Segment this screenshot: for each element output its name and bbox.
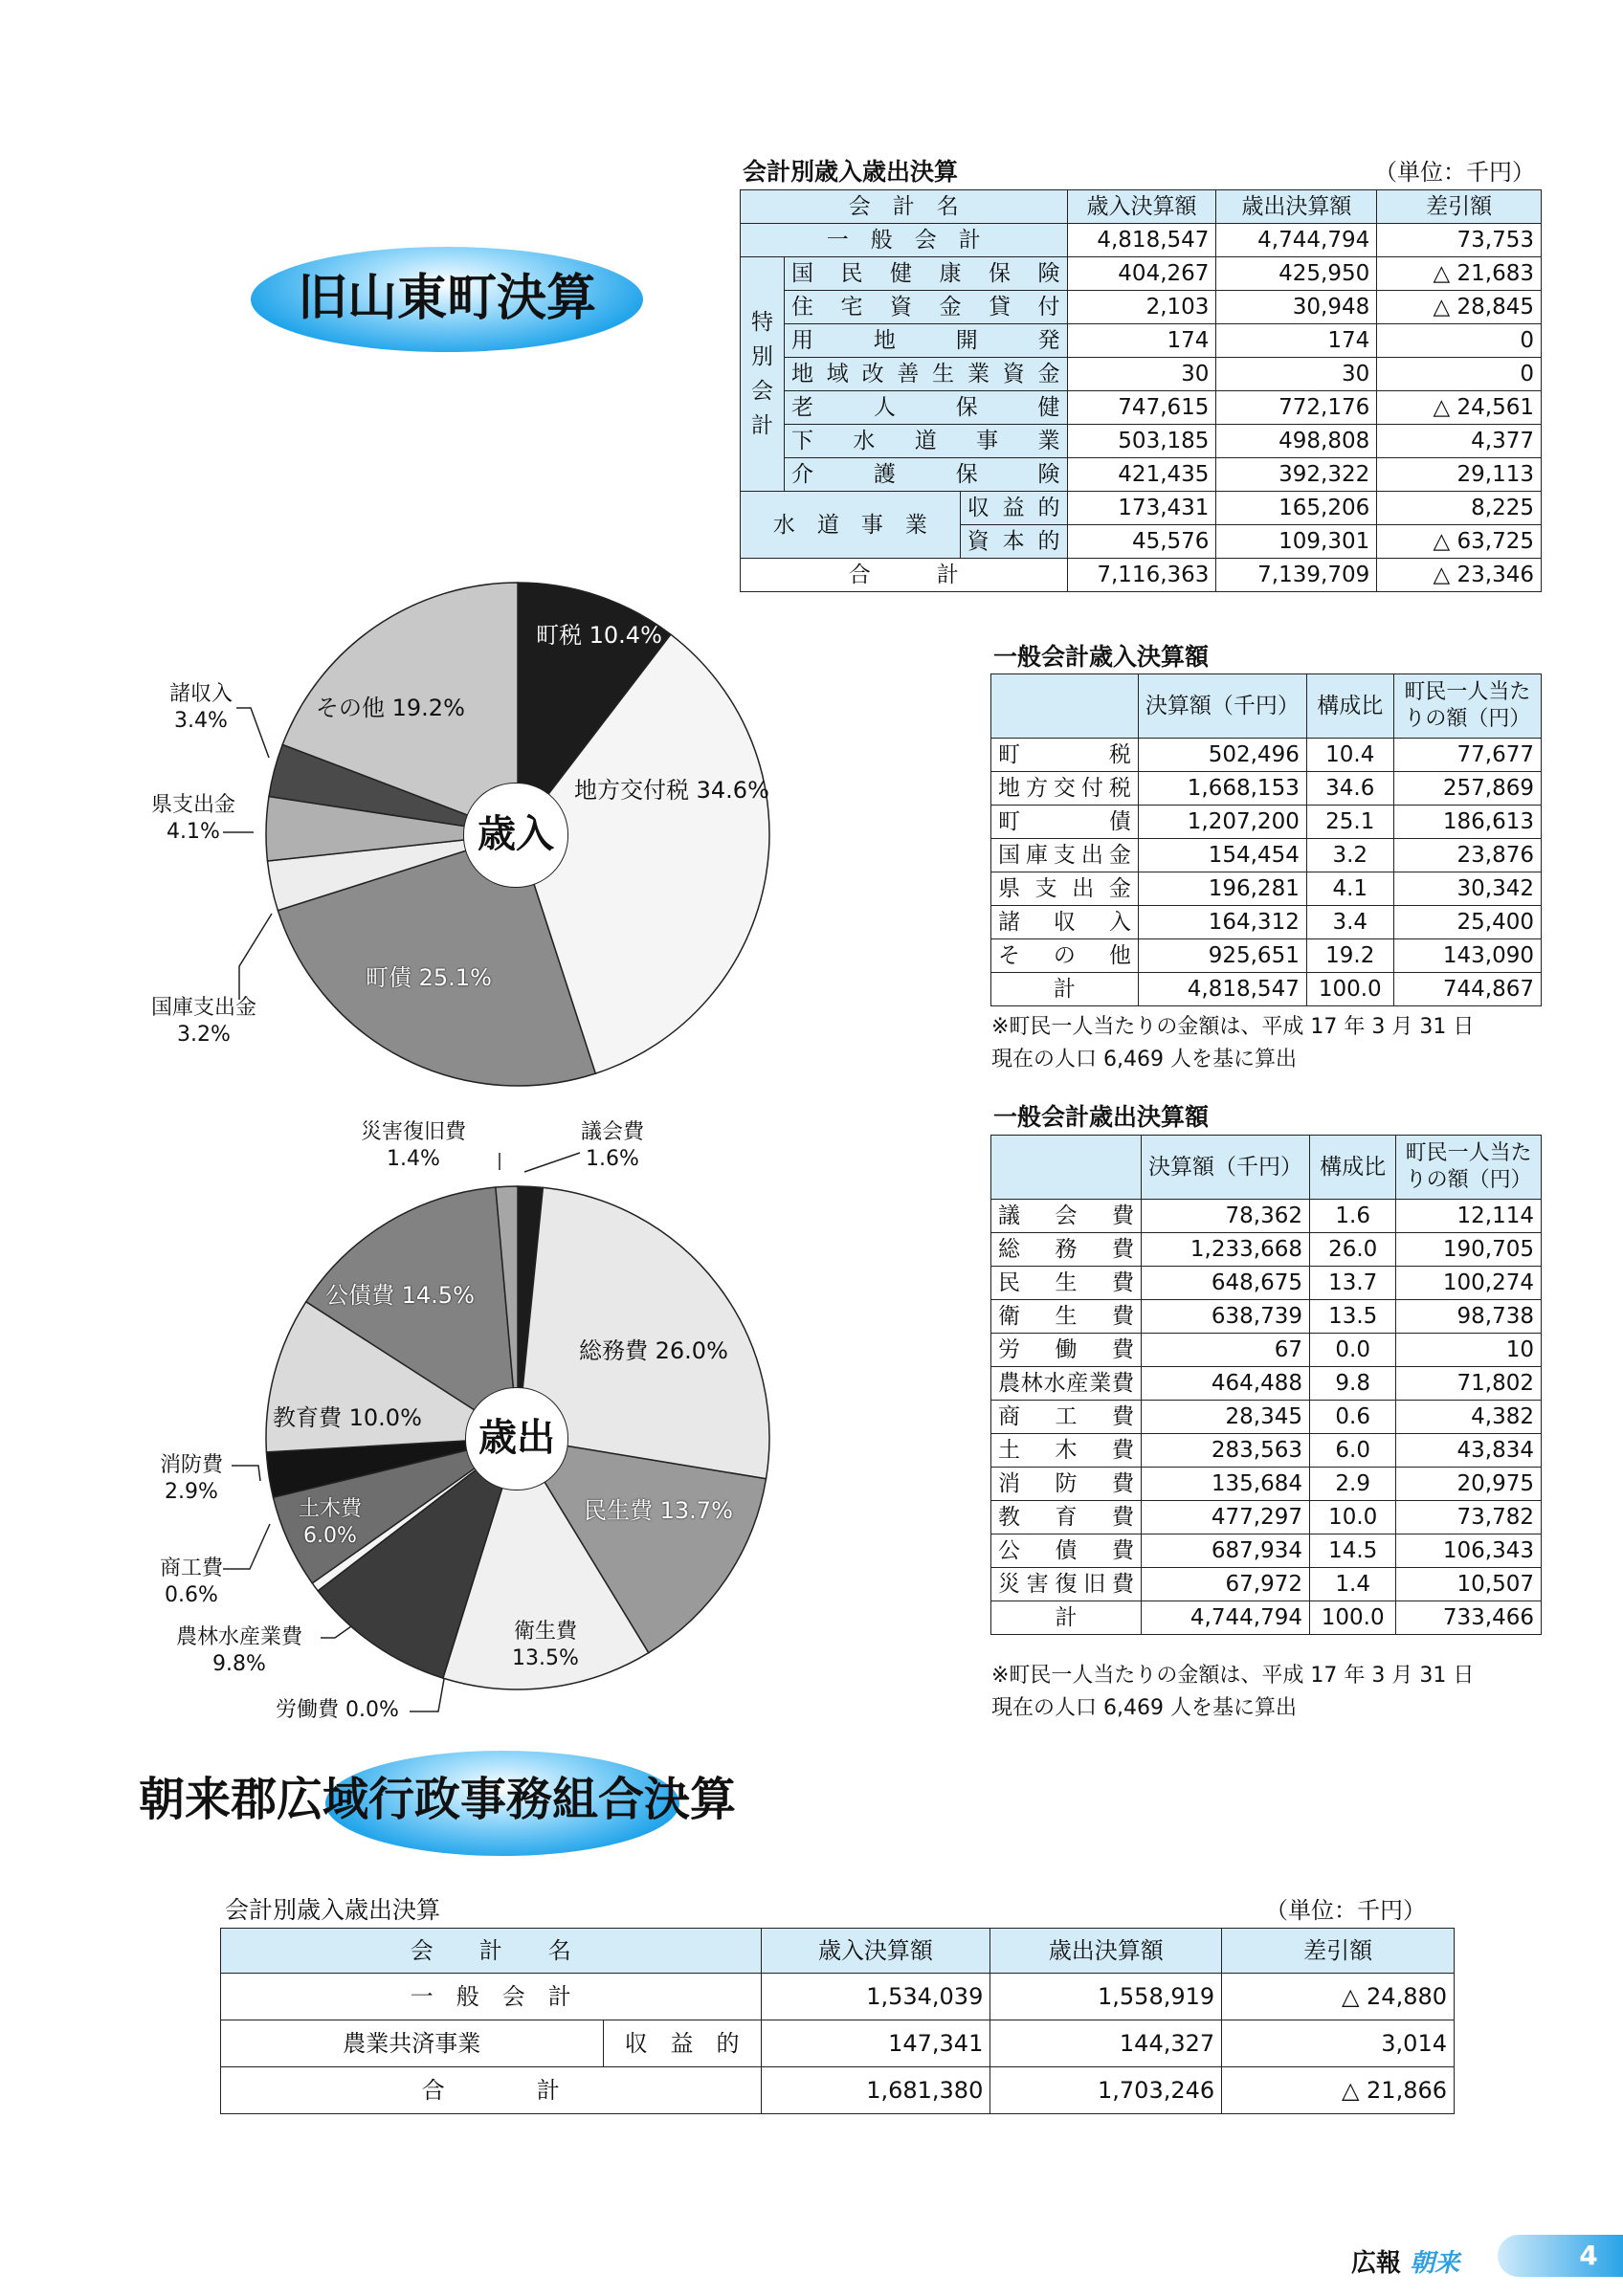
table-row: 計 4,818,547 100.0 744,867 xyxy=(991,973,1542,1006)
pie-label-sanitation: 衛生費 13.5% xyxy=(512,1620,579,1670)
table-row: 消防費 135,684 2.9 20,975 xyxy=(991,1468,1542,1501)
bottom-table-unit: （単位：千円） xyxy=(1265,1897,1426,1924)
table-row: 地域改善生業資金 30 30 0 xyxy=(741,358,1542,391)
table-row: 資本的 45,576 109,301 △ 63,725 xyxy=(741,525,1542,559)
table-row: 合 計 7,116,363 7,139,709 △ 23,346 xyxy=(741,559,1542,592)
table-row: 教育費 477,297 10.0 73,782 xyxy=(991,1501,1542,1534)
table-row: 用地開発 174 174 0 xyxy=(741,324,1542,358)
footer-brand: 広報 朝来 xyxy=(1351,2249,1460,2278)
table-row: 老人保健 747,615 772,176 △ 24,561 xyxy=(741,391,1542,425)
header-account-name: 会 計 名 xyxy=(741,190,1068,224)
pie-label-labor: 労働費 0.0% xyxy=(276,1698,399,1722)
special-account-label: 特 別 会 計 xyxy=(741,257,785,492)
expense-table: 決算額（千円） 構成比 町民一人当たりの額（円） 議会費 78,362 1.6 12,114 総務費 1,233,668 26.0 190,705 民生費 648,675 13.7 100,274 衛生費 638,739 13.5 98,738 労働費 67 0.0 10 農林水産業費 464,488 9.8 71,802 商工費 28,345 0.6 4,382 土木費 283,563 6.0 43,834 消防費 135,684 2.9 20,975 教育費 477,297 10.0 73,782 公債費 687,934 14.5 106,343 災害復旧費 67,972 1.4 10,507 計 4,744,794 100.0 733,466 xyxy=(990,1135,1542,1635)
table-row: 県支出金 196,281 4.1 30,342 xyxy=(991,872,1542,906)
header-revenue: 歳入決算額 xyxy=(1067,190,1216,224)
expense-table-title: 一般会計歳出決算額 xyxy=(993,1103,1210,1131)
pie-label-town-tax: 町税 10.4% xyxy=(536,622,662,649)
table-row: 公債費 687,934 14.5 106,343 xyxy=(991,1534,1542,1568)
pie-label-local-grant: 地方交付税 34.6% xyxy=(574,777,769,804)
pie-label-education: 教育費 10.0% xyxy=(273,1404,422,1431)
pie-label-assembly: 議会費 1.6% xyxy=(580,1120,644,1171)
footer-brand-name: 朝来 xyxy=(1410,2249,1460,2278)
table-row: 水 道 事 業 収益的 173,431 165,206 8,225 xyxy=(741,492,1542,525)
pie-label-welfare: 民生費 13.7% xyxy=(584,1497,733,1524)
revenue-note-line2: 現在の人口 6,469 人を基に算出 xyxy=(991,1048,1297,1071)
page-number: 4 xyxy=(1579,2240,1598,2271)
table-row: 計 4,744,794 100.0 733,466 xyxy=(991,1601,1542,1635)
header-expense: 歳出決算額 xyxy=(1216,190,1377,224)
pie-label-agriculture: 農林水産業費 9.8% xyxy=(175,1625,302,1676)
pie-label-general-affairs: 総務費 26.0% xyxy=(579,1337,728,1364)
pie-label-other: その他 19.2% xyxy=(316,695,465,721)
table-row: 土木費 283,563 6.0 43,834 xyxy=(991,1434,1542,1468)
table-row: 介護保険 421,435 392,322 29,113 xyxy=(741,458,1542,492)
pie-label-civil: 土木費 6.0% xyxy=(298,1497,362,1548)
table-row: 労働費 67 0.0 10 xyxy=(991,1334,1542,1367)
top-table-title: 会計別歳入歳出決算 xyxy=(743,158,959,186)
table-row: 農林水産業費 464,488 9.8 71,802 xyxy=(991,1367,1542,1401)
pie-label-town-bond: 町債 25.1% xyxy=(366,964,492,991)
pie-label-commerce: 商工費 0.6% xyxy=(159,1556,223,1607)
pie-label-fire: 消防費 2.9% xyxy=(159,1453,223,1504)
table-row: 町債 1,207,200 25.1 186,613 xyxy=(991,806,1542,839)
table-row: 町税 502,496 10.4 77,677 xyxy=(991,739,1542,772)
table-row: 合 計 1,681,380 1,703,246 △ 21,866 xyxy=(221,2067,1455,2114)
pie-label-misc-income: 諸収入 3.4% xyxy=(168,682,233,733)
table-row: 諸収入 164,312 3.4 25,400 xyxy=(991,906,1542,939)
table-row: 災害復旧費 67,972 1.4 10,507 xyxy=(991,1568,1542,1601)
table-row: 国庫支出金 154,454 3.2 23,876 xyxy=(991,839,1542,872)
revenue-note-line1: ※町民一人当たりの金額は、平成 17 年 3 月 31 日 xyxy=(991,1015,1475,1039)
pie-center-revenue-label: 歳入 xyxy=(478,812,554,856)
table-row: 地方交付税 1,668,153 34.6 257,869 xyxy=(991,772,1542,806)
table-row: 一 般 会 計 4,818,547 4,744,794 73,753 xyxy=(741,224,1542,257)
table-row: 住宅資金貸付 2,103 30,948 △ 28,845 xyxy=(741,291,1542,324)
pie-center-expense-label: 歳出 xyxy=(478,1416,555,1460)
section-title-asago: 朝来郡広域行政事務組合決算 xyxy=(139,1773,737,1826)
pie-label-bond-cost: 公債費 14.5% xyxy=(325,1282,475,1309)
table-row: 議会費 78,362 1.6 12,114 xyxy=(991,1200,1542,1233)
section-title-santo: 旧山東町決算 xyxy=(297,270,596,327)
table-row: 総務費 1,233,668 26.0 190,705 xyxy=(991,1233,1542,1267)
pie-label-national: 国庫支出金 3.2% xyxy=(150,996,256,1047)
table-row: 衛生費 638,739 13.5 98,738 xyxy=(991,1300,1542,1334)
table-row: 下水道事業 503,185 498,808 4,377 xyxy=(741,425,1542,458)
table-row: 民生費 648,675 13.7 100,274 xyxy=(991,1267,1542,1300)
top-table-unit: （単位：千円） xyxy=(1374,159,1535,186)
expense-note-line1: ※町民一人当たりの金額は、平成 17 年 3 月 31 日 xyxy=(991,1664,1475,1688)
bottom-account-table: 会 計 名 歳入決算額 歳出決算額 差引額 一 般 会 計 1,534,039 1,558,919 △ 24,880 農業共済事業 収 益 的 147,341 144,327 3,014 合 計 1,681,380 1,703,246 △ 21,866 xyxy=(220,1928,1455,2114)
table-row: 一 般 会 計 1,534,039 1,558,919 △ 24,880 xyxy=(221,1974,1455,2020)
table-row: その他 925,651 19.2 143,090 xyxy=(991,939,1542,973)
table-row: 特 別 会 計 国民健康保険 404,267 425,950 △ 21,683 xyxy=(741,257,1542,291)
revenue-table-title: 一般会計歳入決算額 xyxy=(993,643,1210,671)
pie-label-prefecture: 県支出金 4.1% xyxy=(150,793,235,844)
table-row: 商工費 28,345 0.6 4,382 xyxy=(991,1401,1542,1434)
revenue-table: 決算額（千円） 構成比 町民一人当たりの額（円） 町税 502,496 10.4 77,677 地方交付税 1,668,153 34.6 257,869 町債 1,207,200 25.1 186,613 国庫支出金 154,454 3.2 23,876 県支出金 196,281 4.1 30,342 諸収入 164,312 3.4 25,400 その他 925,651 19.2 143,090 計 4,818,547 100.0 744,867 xyxy=(990,673,1542,1006)
expense-note-line2: 現在の人口 6,469 人を基に算出 xyxy=(991,1696,1297,1720)
header-difference: 差引額 xyxy=(1377,190,1542,224)
table-row: 農業共済事業 収 益 的 147,341 144,327 3,014 xyxy=(221,2020,1455,2067)
bottom-table-title: 会計別歳入歳出決算 xyxy=(225,1896,441,1924)
pie-label-disaster: 災害復旧費 1.4% xyxy=(360,1120,466,1171)
